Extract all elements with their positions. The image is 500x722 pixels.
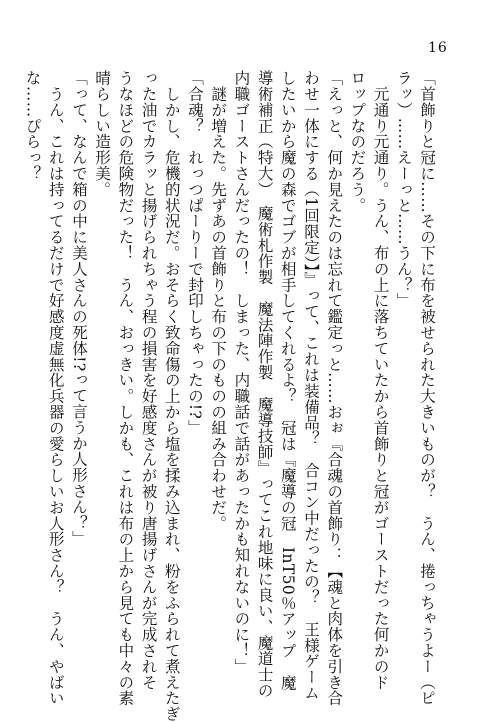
text-line: したいから魔の森でゴブが相手してくれるよ？ 冠は『魔導の冠 InT50％アップ 魔 (278, 70, 297, 691)
text-line: 「って、なんで箱の中に美人さんの死体!?って言うか人形さん？」 (69, 70, 88, 547)
text-line: しかし、危機的状況だ。おそらく致命傷の上から塩を揉み込まれ、粉をふられて煮えたぎ (162, 70, 181, 722)
text-line: 謎が増えた。先ずあの首飾りと布の下のものの組み合わせだ。 (209, 70, 228, 532)
text-line: わせ一体にする（1回限定）】』って、これは装備品？ 合コン中だったの？ 王様ゲーム (301, 70, 320, 701)
text-line: った油でカラッと揚げられちゃう程の損害を好感度さんが被り唐揚げさんが完成されそ (139, 70, 158, 691)
text-line: 内職ゴーストさんだったの！ しまった、内職話で話があったかも知れないのに！」 (232, 70, 251, 675)
text-line: 晴らしい造形美。 (93, 70, 112, 198)
text-line: うん、これは持ってるだけで好感度虚無化兵器の愛らしいお人形さん？ うん、やばい (46, 70, 65, 706)
text-line: うなほどの危険物だった！ うん、おっきい。しかも、これは布の上から見ても中々の素 (116, 70, 135, 706)
text-line: 「首飾りと冠に……その下に布を被せられた大きいものが？ うん、捲っちゃうよー（ピ (418, 70, 436, 706)
text-line: 元通り元通り。うん、布の上に落ちていたから首飾りと冠がゴーストだった何かのド (371, 70, 390, 691)
text-line: 導術補正（特大） 魔術札作製 魔法陣作製 魔導技師』ってこれ地味に良い、魔道士の (255, 70, 274, 699)
text-line: 「合魂？ れっつぱーりーで封印しちゃったの!?」 (185, 70, 204, 436)
text-line: ロップなのだろう。 (348, 70, 367, 214)
page-number: 16 (428, 40, 448, 56)
text-line: な……ぴらっ？ (23, 70, 42, 182)
vertical-text-body (23, 70, 438, 722)
text-line: 「えっと、何か見えたのは忘れて鑑定っと……おぉ『合魂の首飾り：【魂と肉体を引き合 (325, 70, 344, 706)
text-line: ラッ）……えーっと……うん？」 (394, 70, 413, 309)
